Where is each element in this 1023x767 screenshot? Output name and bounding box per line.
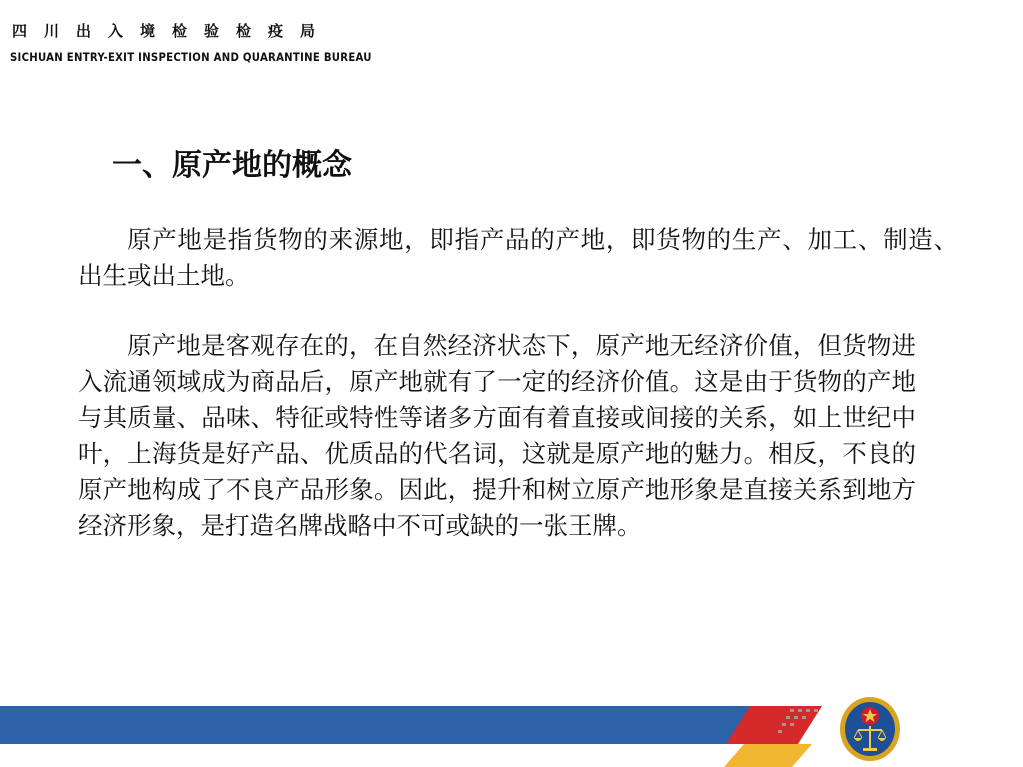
footer-yellow-stripe <box>724 744 812 767</box>
paragraph-definition: 原产地是指货物的来源地，即指产品的产地，即货物的生产、加工、制造、出生或出土地。 <box>78 225 958 290</box>
org-name-cn: 四川出入境检验检疫局 <box>12 22 333 40</box>
footer-blue-stripe <box>0 706 760 744</box>
org-name-en: SICHUAN ENTRY-EXIT INSPECTION AND QUARANTINE BUREAU <box>10 50 372 64</box>
paragraph-value: 原产地是客观存在的，在自然经济状态下，原产地无经济价值，但货物进入流通领域成为商品后，原产地就有了一定的经济价值。这是由于货物的产地与其质量、品味、特征或特性等诸多方面有着直接或间接的关系，如上世纪中叶，上海货是好产品、优质品的代名词，这就是原产地的魅力。相反，不良的原产地构成了不良产品形象。因此，提升和树立原产地形象是直接关系到地方经济形象，是打造名牌战略中不可或缺的一张王牌。 <box>78 331 916 540</box>
ciq-emblem-icon <box>838 694 902 762</box>
section-title: 一、原产地的概念 <box>112 148 352 183</box>
